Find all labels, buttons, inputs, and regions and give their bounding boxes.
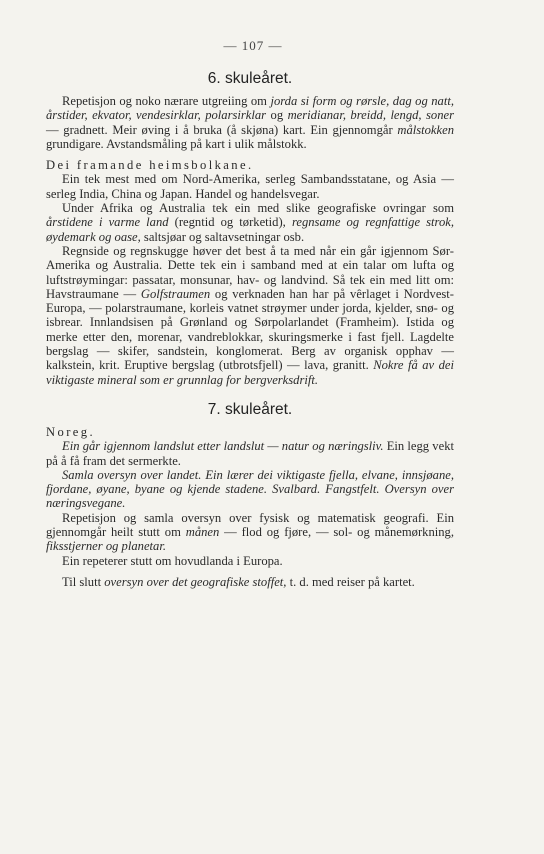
- text-run: Til slutt: [62, 574, 105, 589]
- text-run: og verknaden han har på vêrlaget i Nordvest-Europa, — polarstraumane, korleis vatnet strøymer under jorda, kjelder, snø- og isbrear. Innlandsisen på Grønland og Sørpolarlandet (Framheim). Istida og merke etter den, morenar, vandreblokkar, skuringsmerke i fast fjell. Lagdelte bergslag — skifer, sandstein, konglomerat. Berg av organisk opphav — kalkstein, krit. Eruptive bergslag (utbrotsfjell) — lava, granitt.: [46, 286, 455, 373]
- text-run: — flod og fjøre, — sol- og månemørkning,: [219, 525, 454, 540]
- text-run: Regnside og regnskugge høver det best å ta med når ein går igjennom Sør-Amerika og Australia. Dette tek ein i samband med at ein talar om lufta og luftstrøymingar: passatar, monsunar, hav- og landvind. Så tek ein med litt om: Havstraumane —: [46, 243, 454, 301]
- italic-text: fiksstjerner og planetar.: [46, 539, 166, 554]
- italic-text: Samla oversyn over landet.: [62, 467, 202, 482]
- italic-text: Golfstraumen: [140, 286, 211, 301]
- italic-text: meridianar, breidd, lengd, soner: [287, 108, 454, 123]
- section-title-6: 6. skuleåret.: [207, 70, 293, 87]
- section-title-7: 7. skuleåret.: [207, 400, 293, 418]
- paragraph: [46, 511, 454, 554]
- italic-text: målstokken: [397, 122, 454, 137]
- page-content: [46, 38, 454, 589]
- text-run: Repetisjon og noko nærare utgreiing om: [62, 94, 271, 108]
- italic-text: jorda si form og rørsle, dag og natt, årstider, ekvator, vendesirklar, polarsirklar: [46, 94, 454, 123]
- text-run: t. d. med reiser på kartet.: [286, 574, 415, 589]
- paragraph: [46, 554, 454, 568]
- italic-text: Ein lærer dei viktigaste fjella, elvane, innsjøane, fjordane, øyane, byane og kjende stadene. Svalbard. Fangstfelt. Oversyn over næringsvegane.: [46, 467, 454, 511]
- italic-text: Nokre få av dei viktigaste mineral som er grunnlag for bergverksdrift.: [46, 358, 454, 387]
- italic-text: Ein går igjennom landslut etter landslut — natur og næringsliv.: [62, 439, 384, 454]
- text-run: Repetisjon og samla oversyn over fysisk og matematisk geografi. Ein gjennomgår heilt stutt om: [46, 510, 454, 540]
- text-run: — gradnett. Meir øving i å bruka (å skjøna) kart. Ein gjennomgår: [46, 122, 398, 137]
- text-run: Ein tek mest med om Nord-Amerika, serleg Sambandsstatane, og Asia — serleg India, China og Japan. Handel og handelsvegar.: [46, 172, 454, 201]
- italic-text: oversyn over det geografiske stoffet,: [104, 574, 287, 589]
- paragraph: [46, 439, 454, 468]
- paragraph: [46, 172, 454, 201]
- paragraph: [46, 468, 454, 511]
- italic-text: årstidene i varme land: [46, 215, 169, 230]
- subheading-norway: Noreg.: [46, 424, 96, 439]
- text-run: Ein legg vekt på å få fram det sermerkte.: [46, 439, 454, 468]
- paragraph: [46, 244, 454, 387]
- subheading-foreign-continents: Dei framande heimsbolkane.: [46, 158, 254, 173]
- text-run: saltsjøar og saltavsetningar osb.: [140, 229, 305, 244]
- text-run: (regntid og tørketid),: [168, 215, 292, 230]
- paragraph: [46, 575, 454, 589]
- text-run: og: [266, 108, 288, 123]
- paragraph: [46, 94, 454, 151]
- page-number: — 107 —: [223, 38, 283, 53]
- text-run: grundigare. Avstandsmåling på kart i ulik målstokk.: [46, 136, 307, 151]
- text-run: Ein repeterer stutt om hovudlanda i Europa.: [62, 553, 283, 568]
- italic-text: regnsame og regnfattige strok, øydemark og oase,: [46, 215, 454, 244]
- paragraph: [46, 201, 454, 244]
- italic-text: månen: [185, 525, 220, 540]
- text-run: Under Afrika og Australia tek ein med slike geografiske ovringar som: [62, 201, 454, 216]
